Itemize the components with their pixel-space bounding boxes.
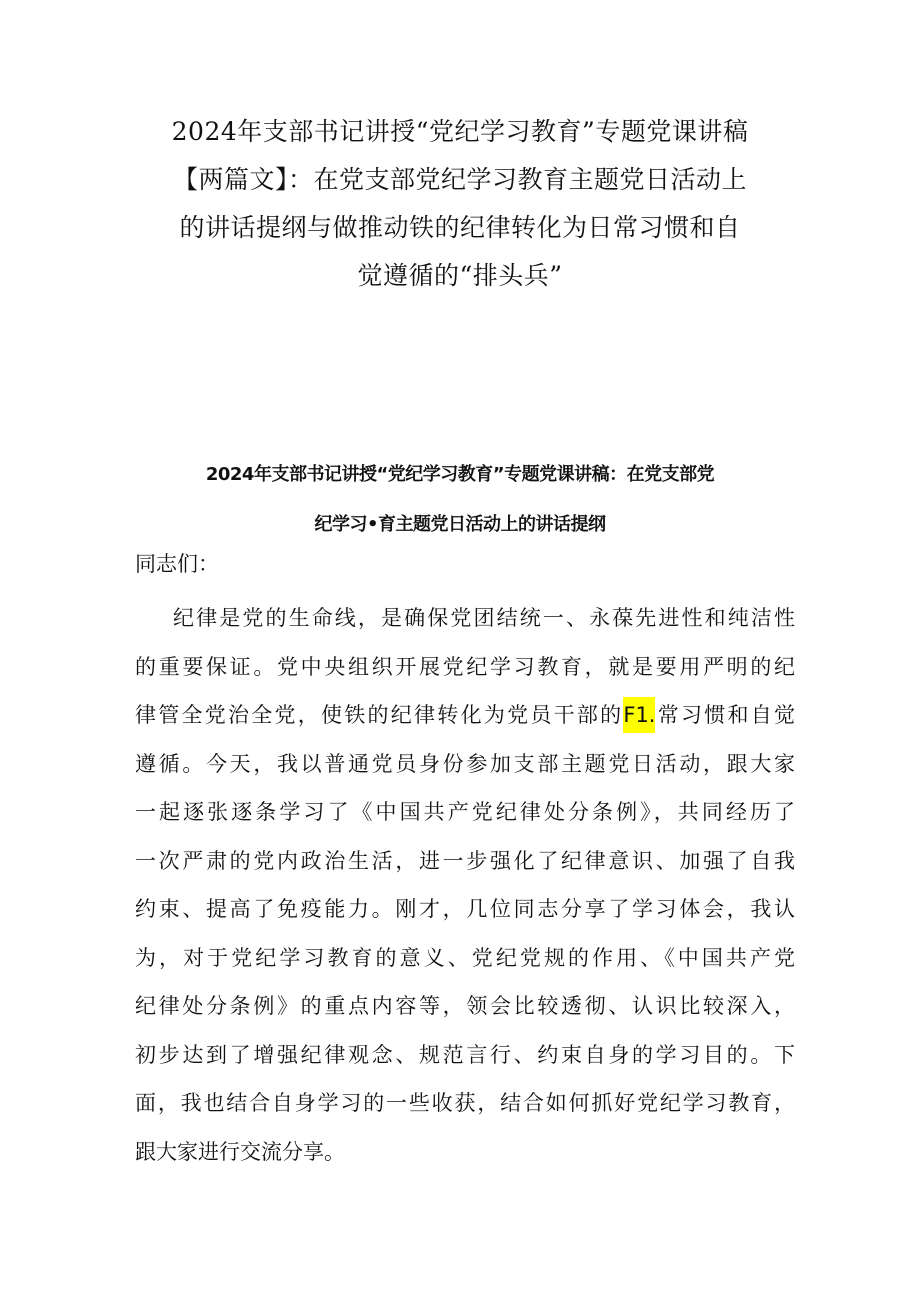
paragraph-text: 常习惯和自觉 bbox=[655, 703, 796, 727]
paragraph-line: 的重要保证。党中央组织开展党纪学习教育，就是要用严明的纪 bbox=[135, 654, 795, 679]
heading-line: 纪学习•育主题党日活动上的讲话提纲 bbox=[314, 514, 606, 535]
paragraph-line: 面，我也结合自身学习的一些收获，结合如何抓好党纪学习教育， bbox=[135, 1091, 795, 1115]
title-line: 觉遵循的“排头兵” bbox=[357, 261, 563, 290]
paragraph-line: 跟大家进行交流分享。 bbox=[135, 1139, 345, 1164]
body-paragraph bbox=[135, 594, 795, 1176]
paragraph-line: 一次严肃的党内政治生活，进一步强化了纪律意识、加强了自我 bbox=[135, 848, 795, 873]
paragraph-line: 一起逐张逐条学习了《中国共产党纪律处分条例》，共同经历了 bbox=[135, 800, 795, 824]
title-line: 的讲话提纲与做推动铁的纪律转化为日常习惯和自 bbox=[179, 213, 741, 242]
title-line: 2024年支部书记讲授“党纪学习教育”专题党课讲稿 bbox=[171, 117, 749, 146]
title-line: 【两篇文】：在党支部党纪学习教育主题党日活动上 bbox=[172, 165, 747, 194]
paragraph-line: 初步达到了增强纪律观念、规范言行、约束自身的学习目的。下 bbox=[135, 1042, 795, 1067]
section-heading bbox=[110, 450, 810, 550]
document-title bbox=[110, 108, 810, 300]
paragraph-line: 为，对于党纪学习教育的意义、党纪党规的作用、《中国共产党 bbox=[135, 945, 795, 970]
paragraph-line: 约束、提高了免疫能力。刚才，几位同志分享了学习体会，我认 bbox=[135, 897, 795, 921]
highlighted-text: F1. bbox=[623, 697, 655, 733]
paragraph-line: 遵循。今天，我以普通党员身份参加支部主题党日活动，跟大家 bbox=[135, 751, 795, 776]
paragraph-line: 纪律处分条例》的重点内容等，领会比较透彻、认识比较深入， bbox=[135, 994, 795, 1018]
salutation: 同志们： bbox=[135, 552, 219, 576]
paragraph-text: 律管全党治全党，使铁的纪律转化为党员干部的 bbox=[135, 703, 624, 727]
paragraph-line: 纪律是党的生命线，是确保党团结统一、永葆先进性和纯洁性 bbox=[173, 606, 795, 630]
paragraph-line bbox=[135, 691, 795, 740]
heading-line: 2024年支部书记讲授“党纪学习教育”专题党课讲稿：在党支部党 bbox=[205, 464, 715, 485]
